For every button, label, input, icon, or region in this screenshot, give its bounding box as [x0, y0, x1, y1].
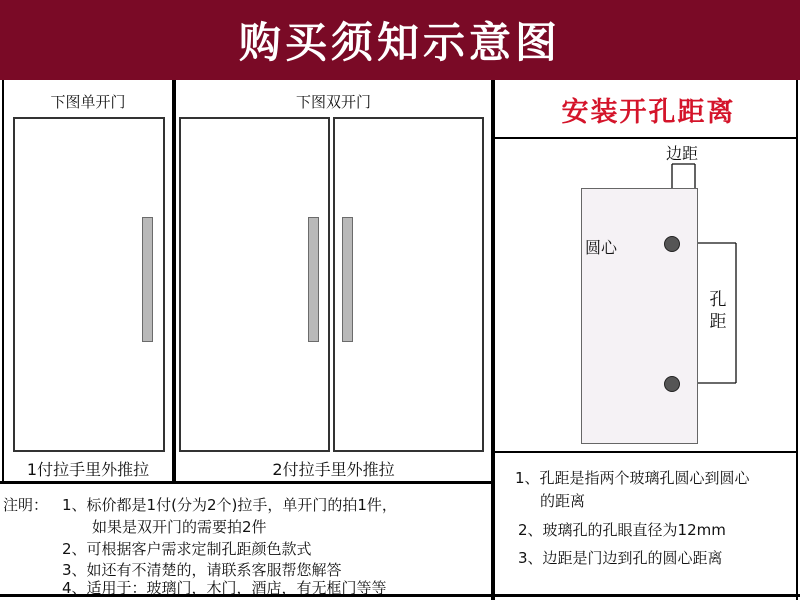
header-banner	[0, 0, 800, 80]
hole-top	[664, 236, 680, 252]
note-line-1: 1、标价都是1付(分为2个)拉手，单开门的拍1件，	[62, 496, 397, 514]
note-line-4: 3、如还有不清楚的，请联系客服帮您解答	[62, 561, 342, 579]
double-door-left-handle	[308, 217, 319, 342]
divider-right-notes	[493, 451, 798, 453]
install-note-1: 1、孔距是指两个玻璃孔圆心到圆心	[515, 469, 750, 487]
divider-right-edge	[796, 80, 798, 600]
divider-right-title	[493, 137, 798, 139]
double-door-label: 下图双开门	[295, 93, 371, 111]
single-door-caption: 1付拉手里外推拉	[26, 460, 150, 479]
note-line-3: 2、可根据客户需求定制孔距颜色款式	[62, 540, 312, 558]
center-label: 圆心	[585, 238, 618, 257]
notes-prefix: 注明：	[3, 496, 49, 514]
double-door-right-handle	[342, 217, 353, 342]
divider-main-right	[491, 80, 495, 600]
edge-distance-label: 边距	[666, 144, 699, 163]
divider-left-edge	[2, 80, 4, 483]
divider-single-double	[172, 80, 176, 483]
single-door-handle	[142, 217, 153, 342]
note-line-5: 4、适用于：玻璃门，木门，酒店，有无框门等等	[62, 579, 387, 597]
glass-plate	[581, 188, 698, 444]
note-line-2: 如果是双开门的需要拍2件	[92, 518, 267, 536]
page-title: 购买须知示意图	[238, 18, 561, 67]
hole-distance-char-2: 距	[709, 312, 727, 332]
hole-bottom	[664, 376, 680, 392]
hole-distance-char-1: 孔	[709, 290, 727, 310]
install-note-1-cont: 的距离	[540, 492, 586, 510]
install-title: 安装开孔距离	[561, 97, 736, 128]
divider-notes-top	[0, 481, 493, 484]
double-door-right	[333, 117, 484, 452]
double-door-caption: 2付拉手里外推拉	[272, 460, 395, 479]
install-note-2: 2、玻璃孔的孔眼直径为12mm	[518, 521, 726, 539]
single-door-label: 下图单开门	[50, 93, 126, 111]
install-note-3: 3、边距是门边到孔的圆心距离	[518, 549, 723, 567]
